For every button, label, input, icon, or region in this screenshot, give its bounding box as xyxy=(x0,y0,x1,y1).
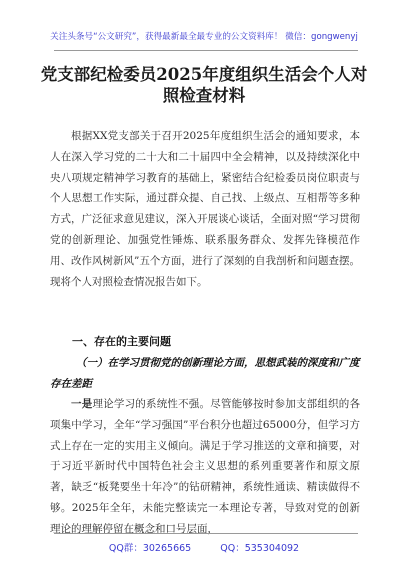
paragraph-body: 理论学习的系统性不强。尽管能够按时参加支部组织的各项集中学习，全年“学习强国”平台积分也超过65000分，但学习方式上存在一定的实用主义倾向。满足于学习推送的文章和摘要，对于习近平新时代中国特色社会主义思想的系列重要著作和原文原著，缺乏“板凳要坐十年冷”的钻研精神，系统性通读、精读做得不够。2025年全年，未能完整读完一本理论专著，导致对党的创新理论的理解停留在概念和口号层面， xyxy=(50,398,361,535)
problem-paragraph xyxy=(50,394,360,540)
paragraph-lead: 一是 xyxy=(71,398,93,410)
section-heading: 一、存在的主要问题 xyxy=(72,335,171,348)
intro-paragraph: 根据XX党支部关于召开2025年度组织生活会的通知要求，本人在深入学习党的二十大和二十届四中全会精神，以及持续深化中央八项规定精神学习教育的基础上，紧密结合纪检委员岗位职责与个人思想工作实际，通过群众提、自己找、上级点、互相帮等多种方式，广泛征求意见建议，深入开展谈心谈话，全面对照“学习贯彻党的创新理论、加强党性锤炼、联系服务群众、发挥先锋模范作用、改作风树新风”五个方面，进行了深刻的自我剖析和问题查摆。现将个人对照检查情况报告如下。 xyxy=(50,130,360,288)
footer xyxy=(0,540,408,554)
footer-divider xyxy=(54,533,358,534)
footer-qq-group: QQ群：30265665 xyxy=(108,543,192,554)
document-title: 党支部纪检委员2025年度组织生活会个人对照检查材料 xyxy=(40,65,368,105)
footer-qq: QQ：535304092 xyxy=(220,543,300,554)
subsection-heading: （一）在学习贯彻党的创新理论方面，思想武装的深度和广度存在差距 xyxy=(50,357,360,390)
header-divider xyxy=(54,50,358,51)
header-banner: 关注头条号“公文研究”，获得最新最全最专业的公文资料库！ 微信：gongwenyj xyxy=(50,32,358,42)
